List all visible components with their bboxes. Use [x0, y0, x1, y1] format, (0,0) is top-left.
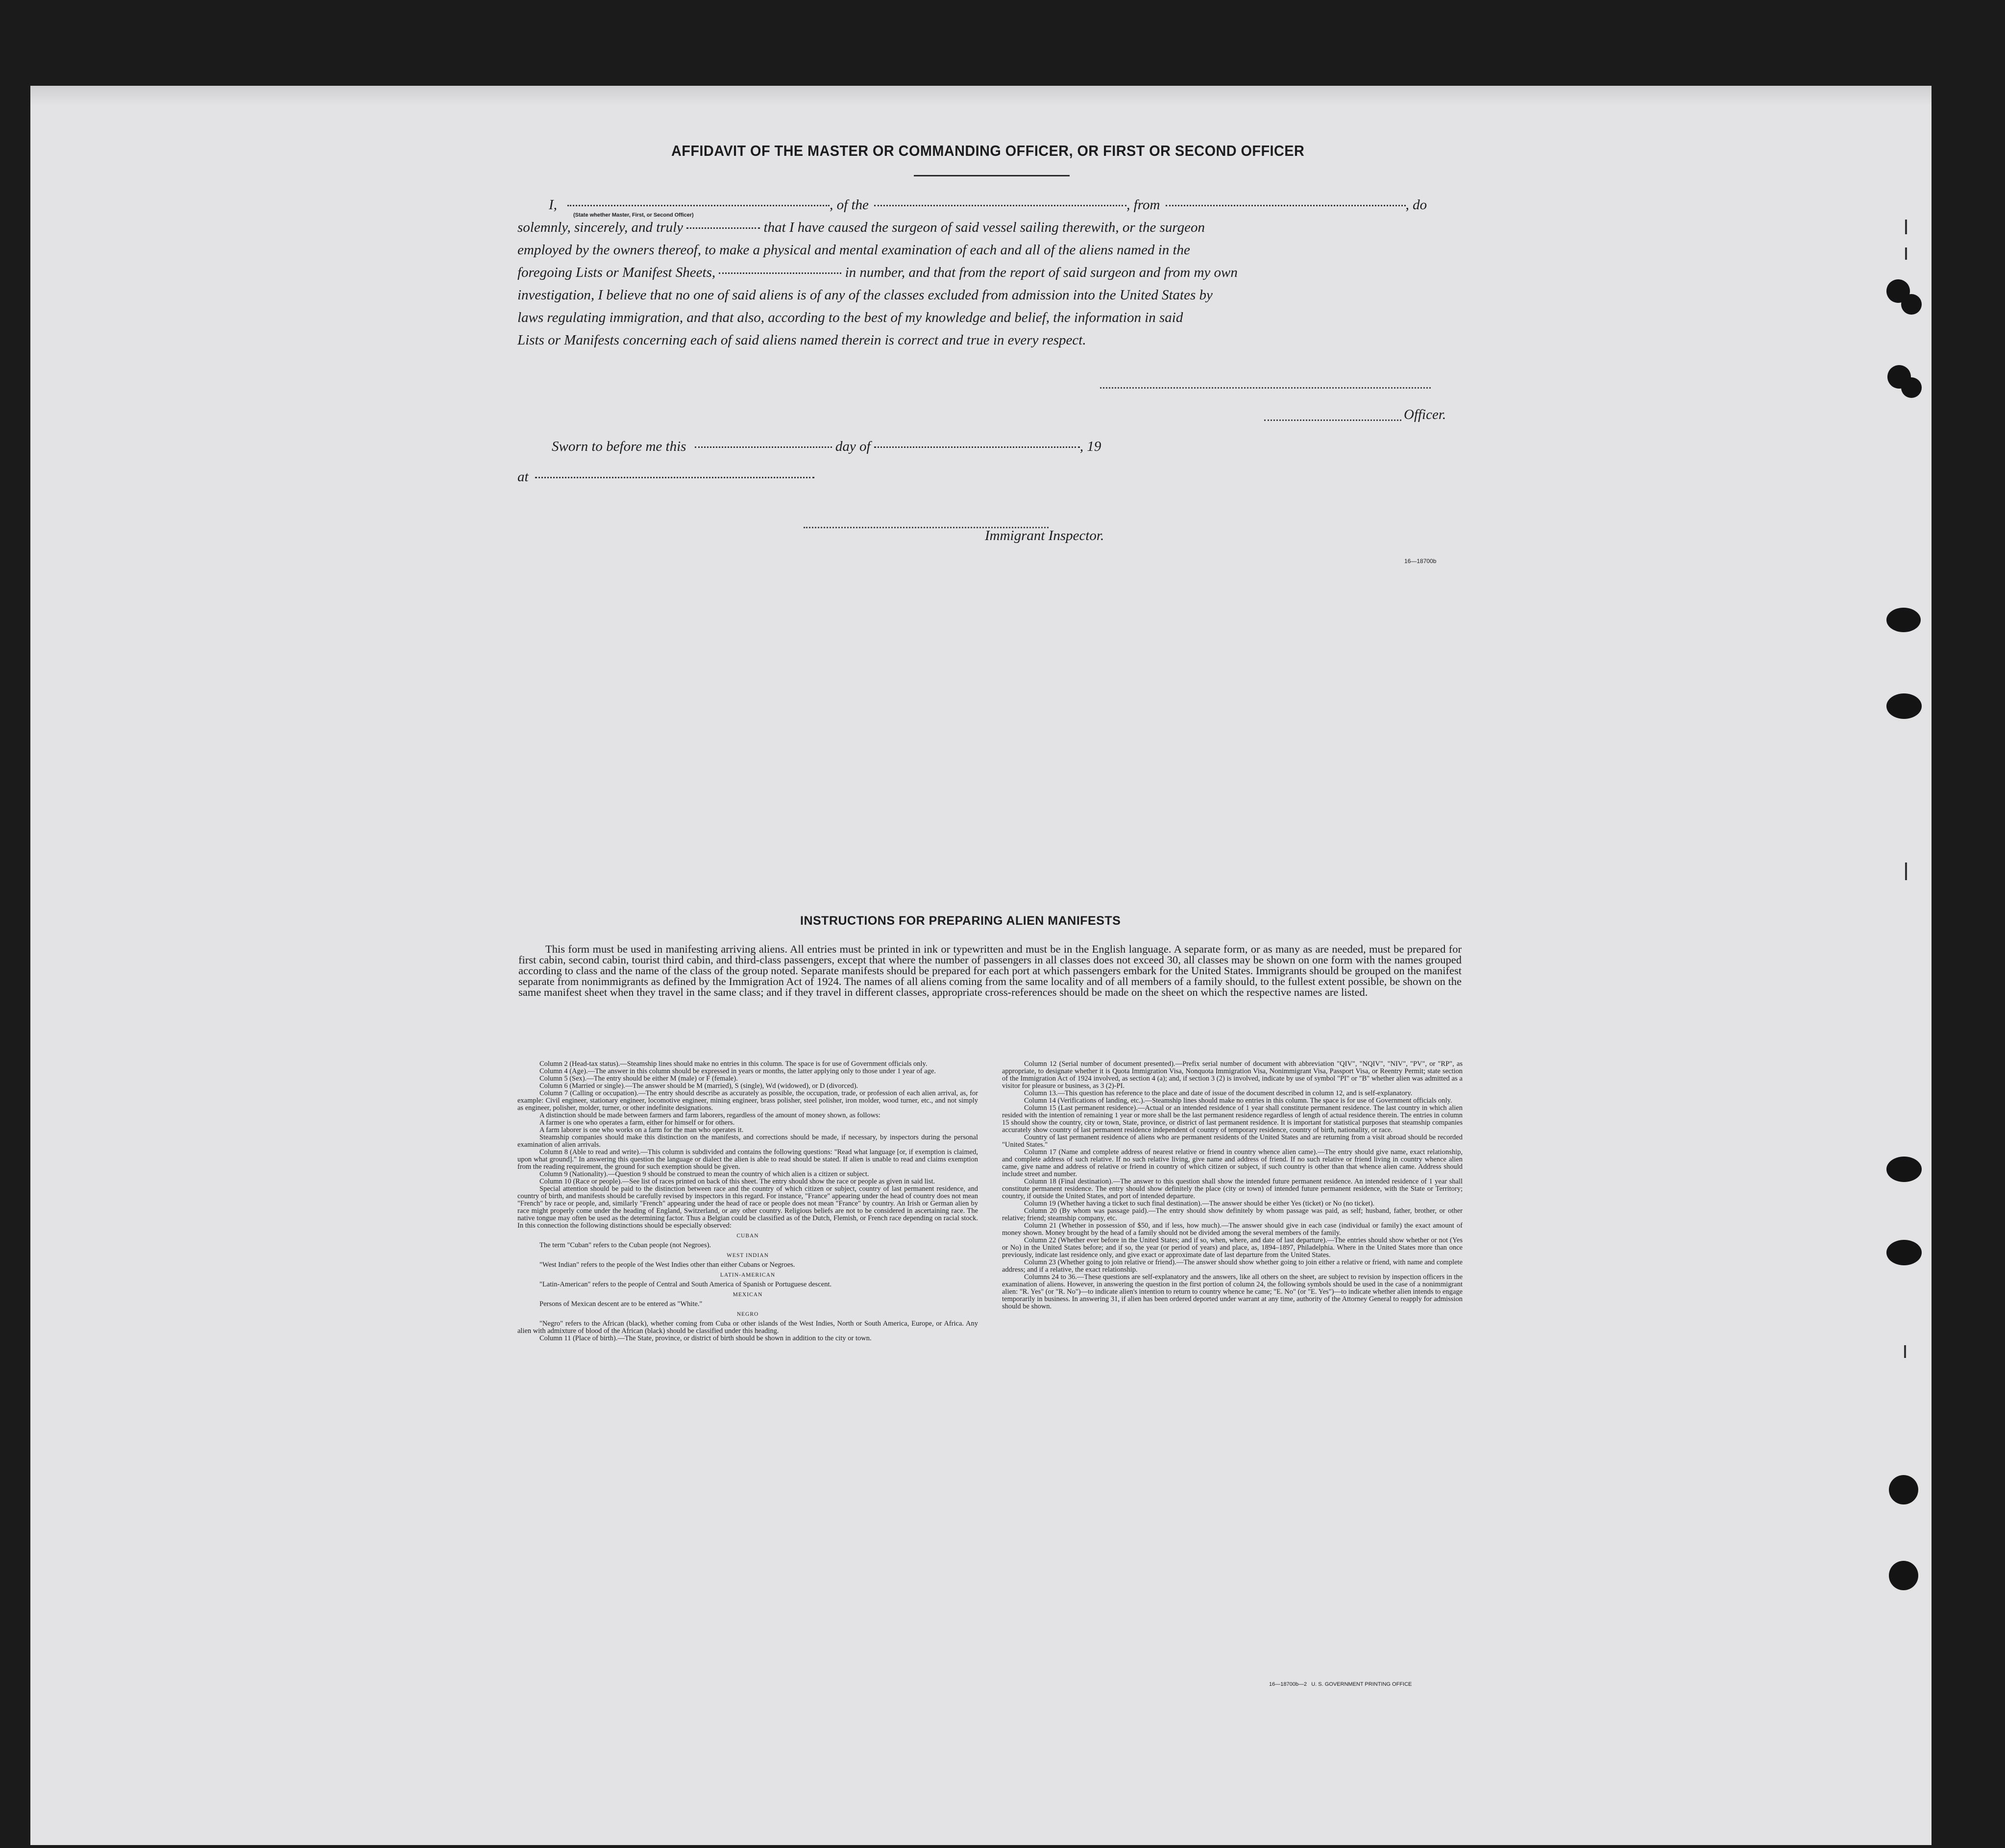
intro-text: This form must be used in manifesting arriving aliens. All entries must be printed in ink or typewritten and must be in the English language. A separate form, or as many as are needed, must be prepared for first cabin, second cabin, tourist third cabin, and third-class passengers, except that where the number of passengers in all classes does not exceed 30, all classes may be shown on one form with the names grouped according to class and the name of the class of the group noted. Separate manifests should be prepared for each port at which passengers embark for the United States. Immigrants should be grouped on the manifest separate from nonimmigrants as defined by the Immigration Act of 1924. The names of all aliens coming from the same locality and of all members of a family should, to the fullest extent possible, be shown on the same manifest sheet when they travel in the same class; and if they travel in different classes, appropriate cross-references should be made on the sheet on which the respective names are listed.: [518, 943, 1462, 998]
instruction-paragraph: Column 13.—This question has reference to the place and date of issue of the document described in column 12, and is self-explanatory.: [1024, 1089, 1413, 1097]
paper-edge: [30, 86, 1932, 105]
at-line: [517, 468, 814, 486]
instruction-paragraph: Column 6 (Married or single).—The answer should be M (married), S (single), Wd (widowed), or D (divorced).: [539, 1082, 858, 1090]
officer-label: Officer.: [1404, 407, 1446, 422]
affidavit-line-1: [517, 196, 1427, 214]
punch-hole: [1889, 1475, 1918, 1504]
printing-office-footer: 16—18700b—2 U. S. GOVERNMENT PRINTING OFFICE: [1269, 1681, 1412, 1687]
affidavit-line-2: [517, 219, 1205, 236]
affidavit-title: AFFIDAVIT OF THE MASTER OR COMMANDING OFFICER, OR FIRST OR SECOND OFFICER: [671, 142, 1305, 159]
number-field[interactable]: [719, 272, 841, 274]
instruction-paragraph: Column 9 (Nationality).—Question 9 should be construed to mean the country of which alien is a citizen or subject.: [539, 1170, 869, 1178]
at-label: at: [517, 469, 529, 485]
instruction-paragraph: Column 23 (Whether going to join relative or friend).—The answer should show whether going to join either a relative or friend, with name and complete address; and if a relative, the exact relationship.: [1002, 1258, 1463, 1274]
instructions-right-column: [1002, 1060, 1463, 1310]
truly-field[interactable]: [686, 227, 760, 229]
race-heading: CUBAN: [736, 1233, 759, 1239]
instruction-paragraph: A distinction should be made between farmers and farm laborers, regardless of the amount of money shown, as follows:: [539, 1111, 880, 1119]
instruction-paragraph: Column 5 (Sex).—The entry should be either M (male) or F (female).: [539, 1075, 738, 1083]
instructions-title: INSTRUCTIONS FOR PREPARING ALIEN MANIFESTS: [800, 914, 1121, 928]
instruction-paragraph: Special attention should be paid to the distinction between race and the country of which citizen or subject, country of last permanent residence, and country of birth, and manifests should be carefully revised by inspectors in this regard. For instance, "France" appearing under the head of country does not mean "French" by race or people, and, similarly "French" appearing under the head of race or people does not mean "France" by country. An Irish or German alien by race might properly come under the heading of England, Switzerland, or any other country. Religious beliefs are not to be considered in ascertaining race. The native tongue may often be used as the determining factor. Thus a Belgian could be classified as of the Dutch, Flemish, or French race depending on racial stock. In this connection the following distinctions should be especially observed:: [517, 1185, 978, 1230]
race-heading: NEGRO: [736, 1311, 759, 1317]
affidavit-line-6: [517, 309, 1183, 326]
instruction-paragraph: Country of last permanent residence of aliens who are permanent residents of the United States and are returning from a visit abroad should be recorded "United States.": [1002, 1133, 1463, 1149]
instruction-paragraph: Column 8 (Able to read and write).—This column is subdivided and contains the following questions: "Read what language [or, if exemption is claimed, upon what ground]." In answering this question the language or dialect the alien is able to read should be stated. If alien is unable to read and claims exemption from the reading requirement, the ground for such exemption should be given.: [517, 1148, 978, 1171]
margin-mark: [1905, 247, 1907, 260]
instructions-intro: [518, 944, 1462, 998]
punch-hole: [1901, 294, 1922, 315]
of-the-label: , of the: [830, 197, 869, 213]
instruction-paragraph: Column 20 (By whom was passage paid).—The entry should show definitely by whom passage was paid, as self; husband, father, brother, or other relative; friend; steamship company, etc.: [1002, 1207, 1463, 1222]
instruction-paragraph: Column 7 (Calling or occupation).—The entry should describe as accurately as possible, the occupation, trade, or profession of each alien arrival, as, for example: Civil engineer, stationary engineer, locomotive engineer, mining engineer, brass polisher, steel polisher, iron molder, wood turner, etc., and not simply as engineer, polisher, molder, turner, or other indefinite designations.: [517, 1089, 978, 1112]
instruction-paragraph: Column 12 (Serial number of document presented).—Prefix serial number of document with abbreviation "QIV", "NQIV", "NIV", "PV", or "RP", as appropriate, to designate whether it is Quota Immigration Visa, Nonquota Immigration Visa, Nonimmigrant Visa, Passport Visa, or Reentry Permit; state section of the Immigration Act of 1924 involved, as section 4 (a); and, if section 3 (2) is involved, indicate by use of symbol "PI" or "B" whether alien was admitted as a visitor for pleasure or business, as 3 (2)-PI.: [1002, 1060, 1463, 1090]
instruction-paragraph: Column 4 (Age).—The answer in this column should be expressed in years or months, the latter applying only to those under 1 year of age.: [539, 1067, 936, 1075]
title-underline: [914, 175, 1070, 176]
affidavit-text: that I have caused the surgeon of said vessel sailing therewith, or the surgeon: [763, 220, 1205, 235]
affidavit-text: in number, and that from the report of said surgeon and from my own: [845, 265, 1238, 280]
race-definition: The term "Cuban" refers to the Cuban people (not Negroes).: [539, 1241, 711, 1249]
officer-rank-field[interactable]: [567, 205, 830, 206]
form-number: 16—18700b: [1404, 558, 1437, 565]
race-heading: WEST INDIAN: [727, 1253, 769, 1258]
punch-hole: [1886, 693, 1922, 719]
signature-line[interactable]: [1100, 387, 1431, 389]
officer-title-line[interactable]: [1264, 419, 1401, 421]
punch-hole: [1901, 377, 1922, 398]
instruction-paragraph: Column 19 (Whether having a ticket to such final destination).—The answer should be either Yes (ticket) or No (no ticket).: [1024, 1200, 1375, 1207]
race-definition: Persons of Mexican descent are to be entered as "White.": [539, 1300, 703, 1308]
instruction-paragraph: Column 17 (Name and complete address of nearest relative or friend in country whence alien came).—The entry should give name, exact relationship, and complete address of such relative. If no such relative living, give name and address of friend. If no such relative or friend living in country whence alien came, give name and address of relative or friend in country of which citizen or subject, if such country is other than that whence alien came. Address should include street and number.: [1002, 1148, 1463, 1178]
margin-mark: [1905, 862, 1907, 880]
race-definition: "Negro" refers to the African (black), whether coming from Cuba or other islands of the West Indies, North or South America, Europe, or Africa. Any alien with admixture of blood of the African (black) should be classified under this heading.: [517, 1320, 978, 1335]
do-label: , do: [1405, 197, 1427, 213]
state-note: (State whether Master, First, or Second Officer): [573, 212, 694, 218]
punch-hole: [1886, 1157, 1922, 1182]
race-definition: "West Indian" refers to the people of the West Indies other than either Cubans or Negroes.: [539, 1261, 795, 1269]
instruction-paragraph: A farmer is one who operates a farm, either for himself or for others.: [539, 1119, 735, 1127]
from-label: , from: [1126, 197, 1160, 213]
punch-hole: [1889, 1561, 1918, 1590]
affidavit-line-3: [517, 241, 1190, 259]
margin-mark: [1905, 220, 1907, 234]
punch-hole: [1886, 608, 1921, 632]
i-label: I,: [549, 197, 557, 213]
affidavit-text: employed by the owners thereof, to make a physical and mental examination of each and all of the aliens named in the: [517, 242, 1190, 258]
race-definition: "Latin-American" refers to the people of Central and South America of Spanish or Portuguese descent.: [539, 1281, 832, 1288]
affidavit-text: laws regulating immigration, and that also, according to the best of my knowledge and belief, the information in said: [517, 310, 1183, 325]
instruction-paragraph: Column 22 (Whether ever before in the United States; and if so, when, where, and date of last departure).—The entries should show whether or not (Yes or No) in the United States before; and if so, the year (or period of years) and place, as, 1894–1897, Philadelphia. Where in the United States more than once previously, indicate last residence only, and give exact or approximate date of last departure from the United States.: [1002, 1236, 1463, 1259]
sworn-line: [517, 438, 1101, 455]
instruction-paragraph: Column 2 (Head-tax status).—Steamship lines should make no entries in this column. The space is for use of Government officials only.: [539, 1060, 928, 1068]
margin-mark: [1904, 1345, 1906, 1358]
instruction-paragraph: Column 21 (Whether in possession of $50, and if less, how much).—The answer should give in each case (individual or family) the exact amount of money shown. Money brought by the head of a family should not be divided among the several members of the family.: [1002, 1222, 1463, 1237]
sworn-day-field[interactable]: [695, 446, 832, 448]
race-heading: LATIN-AMERICAN: [720, 1272, 776, 1278]
affidavit-line-7: [517, 331, 1086, 349]
affidavit-text: foregoing Lists or Manifest Sheets,: [517, 265, 716, 280]
place-field[interactable]: [535, 477, 814, 478]
instruction-paragraph: Columns 24 to 36.—These questions are self-explanatory and the answers, like all others on the sheet, are subject to revision by inspection officers in the examination of aliens. However, in answering the question in the first portion of column 24, the following symbols should be used in the case of a nonimmigrant alien: "R. Yes" (or "R. No")—to indicate alien's intention to return to country whence he came; "E. No" (or "E. Yes")—to indicate whether alien intends to engage temporarily in business. In answering 31, if alien has been ordered deported under warrant at any time, authority of the Attorney General to reapply for admission should be shown.: [1002, 1273, 1463, 1310]
instruction-paragraph: Column 14 (Verifications of landing, etc.).—Steamship lines should make no entries in this column. The space is for use of Government officials only.: [1024, 1097, 1452, 1105]
instructions-left-column: [517, 1060, 978, 1342]
instruction-paragraph: Steamship companies should make this distinction on the manifests, and corrections should be made, if necessary, by inspectors during the personal examination of alien arrivals.: [517, 1133, 978, 1149]
instruction-paragraph: A farm laborer is one who works on a farm for the man who operates it.: [539, 1126, 744, 1134]
port-field[interactable]: [1166, 205, 1406, 206]
instruction-paragraph: Column 15 (Last permanent residence).—Actual or an intended residence of 1 year shall constitute permanent residence. The last country in which alien resided with the intention of remaining 1 year or more shall be the last permanent residence regardless of length of actual residence therein. The entries in column 15 should show the country, city or town, State, province, or district of last permanent residence. It is important for statistical purposes that steamship companies accurately show country of last permanent residence independent of country of temporary residence, country of birth, nationality, or race.: [1002, 1104, 1463, 1134]
sworn-label: Sworn to before me this: [552, 439, 686, 454]
vessel-field[interactable]: [874, 205, 1126, 206]
affidavit-line-5: [517, 286, 1213, 304]
affidavit-line-4: [517, 264, 1238, 281]
sworn-month-field[interactable]: [874, 446, 1080, 448]
affidavit-text: Lists or Manifests concerning each of said aliens named therein is correct and true in every respect.: [517, 332, 1086, 348]
year-label: , 19: [1079, 439, 1101, 454]
instruction-paragraph: Column 18 (Final destination).—The answer to this question shall show the intended future permanent residence. An intended residence of 1 year shall constitute permanent residence. The entry should show definitely the place (city or town) of intended future permanent residence, with the State or Territory; country, if outside the United States, and port of intended departure.: [1002, 1178, 1463, 1200]
instruction-paragraph: Column 11 (Place of birth).—The State, province, or district of birth should be shown in addition to the city or town.: [539, 1334, 872, 1342]
inspector-label: Immigrant Inspector.: [985, 528, 1104, 543]
affidavit-text: solemnly, sincerely, and truly: [517, 220, 684, 235]
day-of-label: day of: [835, 439, 871, 454]
affidavit-text: investigation, I believe that no one of said aliens is of any of the classes excluded from admission into the United States by: [517, 287, 1213, 303]
punch-hole: [1886, 1240, 1922, 1265]
instruction-paragraph: Column 10 (Race or people).—See list of races printed on back of this sheet. The entry should show the race or people as given in said list.: [539, 1178, 935, 1185]
race-heading: MEXICAN: [733, 1292, 763, 1298]
